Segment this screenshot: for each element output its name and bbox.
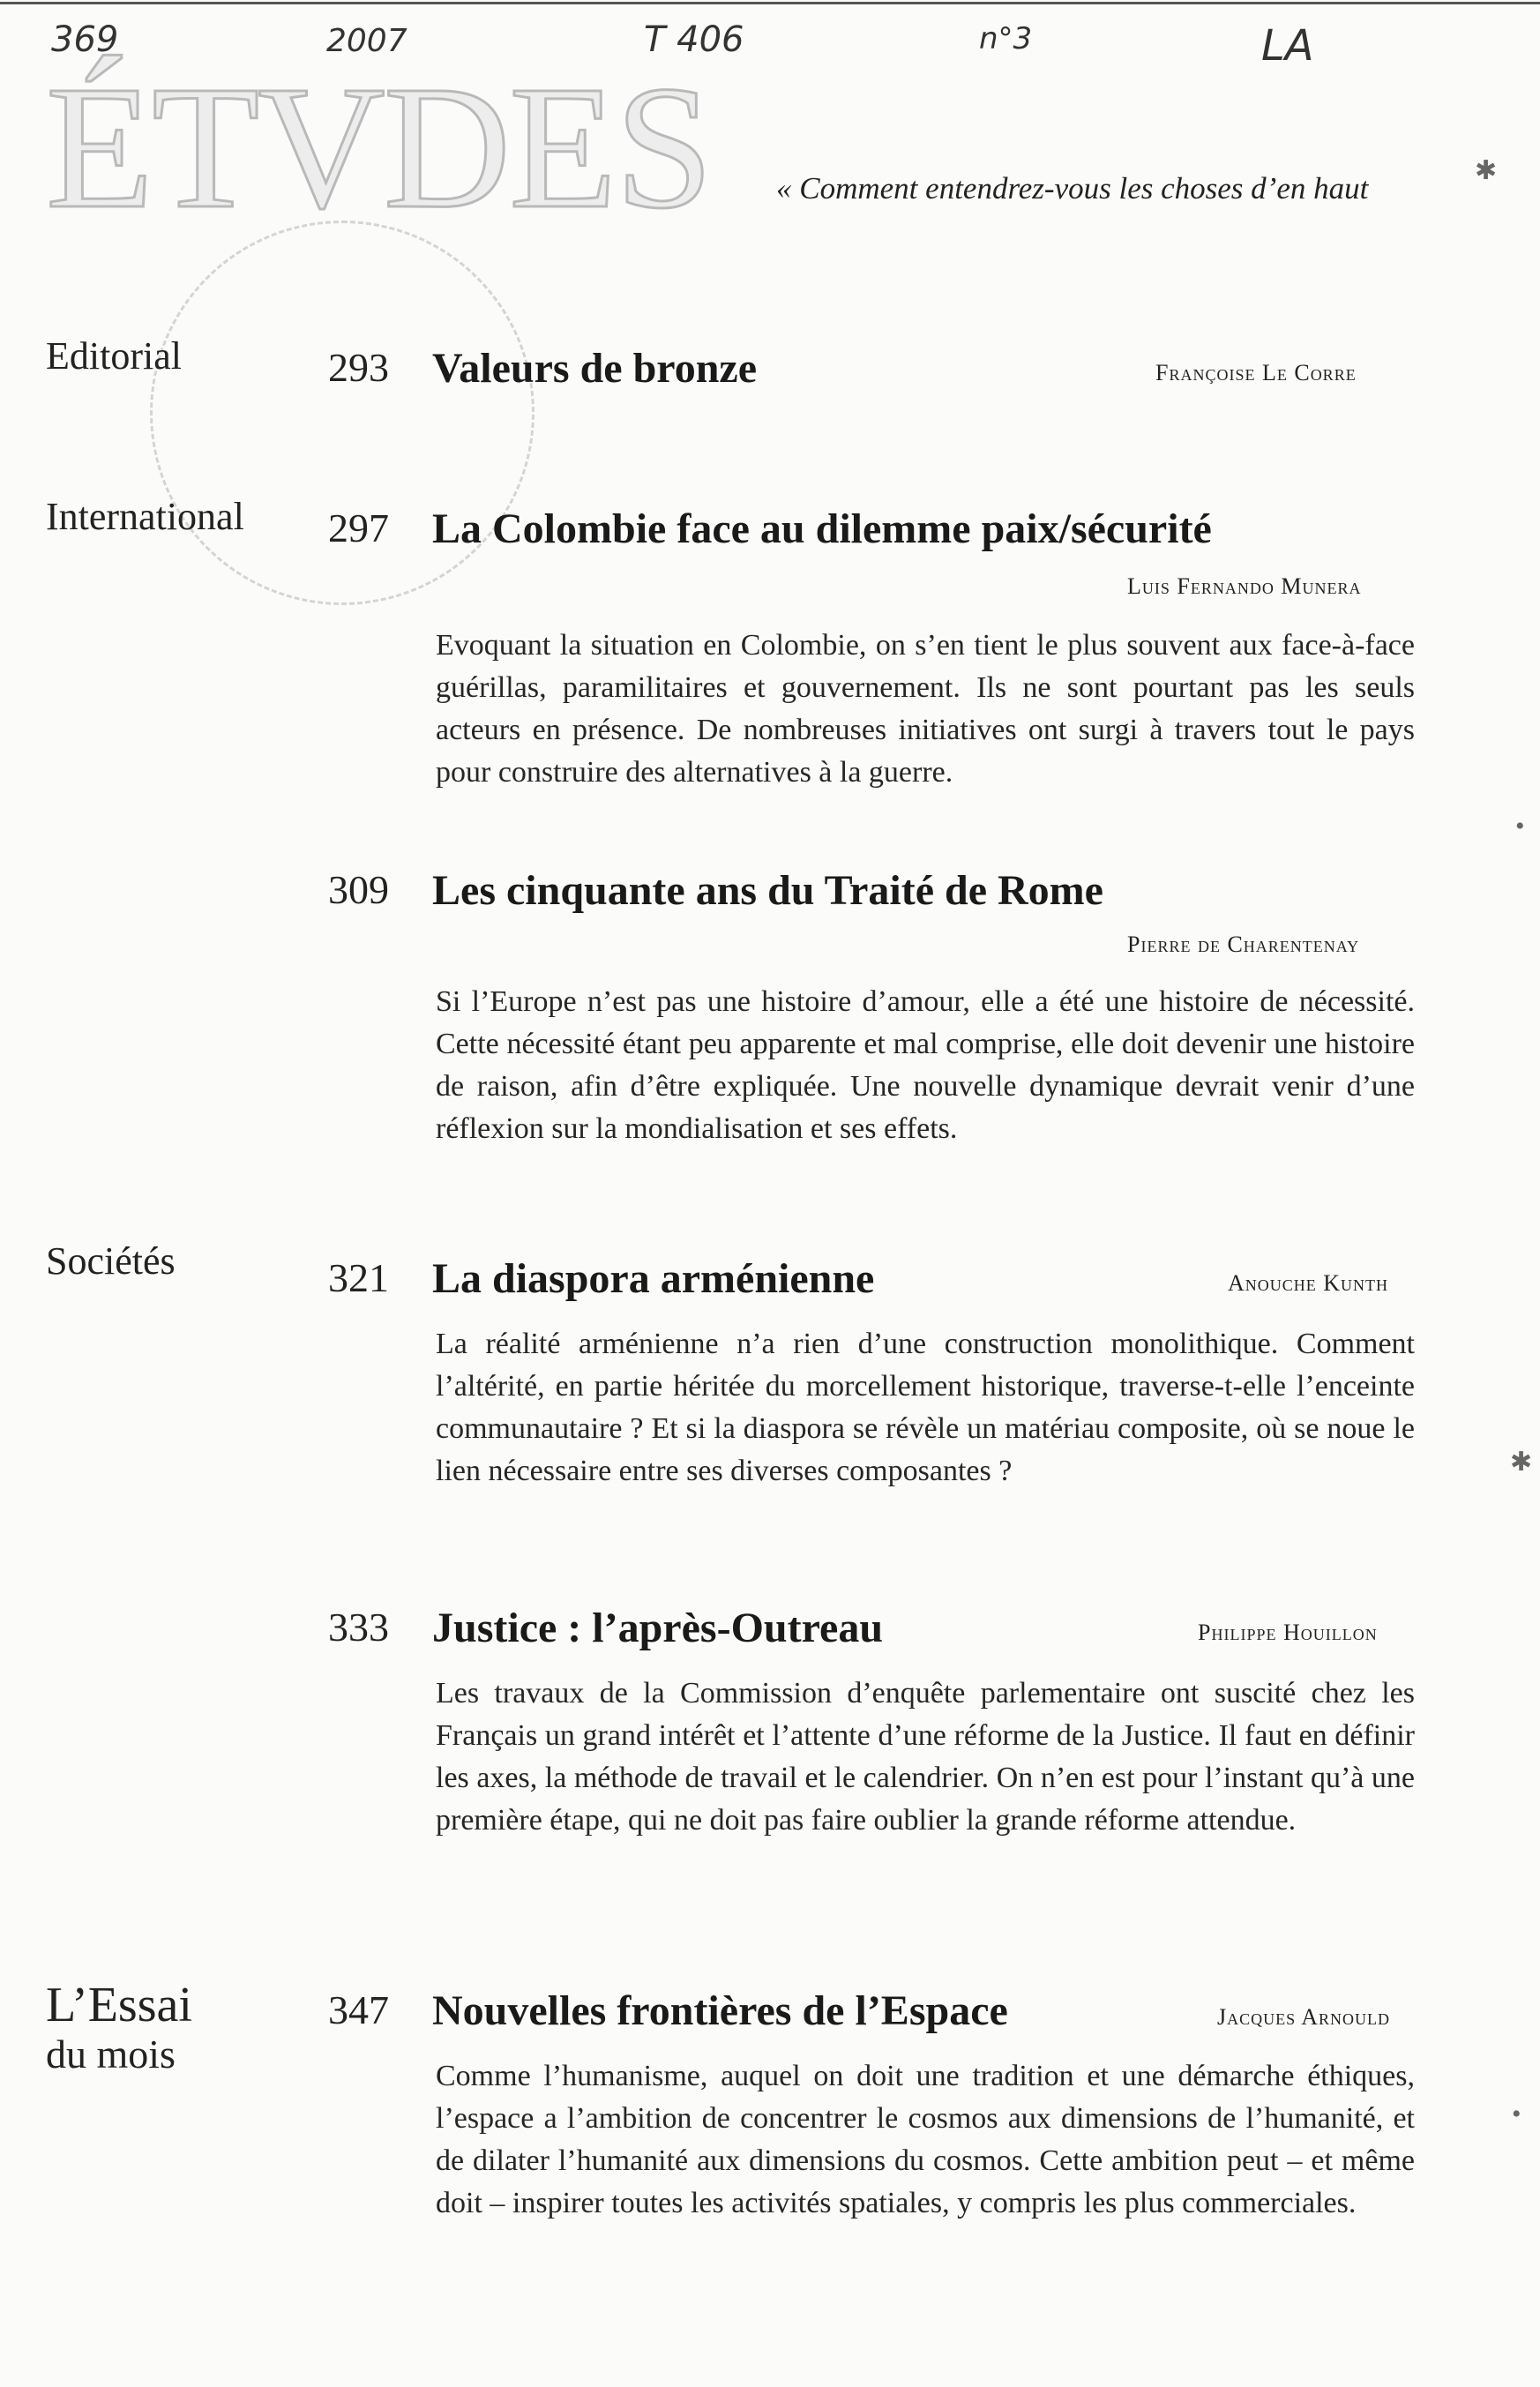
handwritten-note-tome: T 406 (644, 19, 744, 60)
article-author: Françoise Le Corre (1155, 360, 1357, 385)
article-author: Luis Fernando Munera (1127, 573, 1362, 599)
article-title: Valeurs de bronze (432, 345, 758, 392)
scan-speck: ✱ (1475, 156, 1498, 185)
article-abstract: Si l’Europe n’est pas une histoire d’amour, elle a été une histoire de nécessité. Cette nécessité étant peu apparente et mal comprise, elle doit devenir une histoire de raison, afin d’être expliquée. Une nouvelle dynamique devrait venir d’une réflexion sur la mondialisation et ses effets. (436, 985, 1415, 1145)
article-title: Les cinquante ans du Traité de Rome (432, 867, 1103, 914)
article-page-number: 297 (328, 505, 389, 550)
section-international (46, 494, 244, 539)
journal-tagline: « Comment entendrez-vous les choses d’en haut (776, 171, 1369, 206)
article-abstract: Les travaux de la Commission d’enquête parlementaire ont suscité chez les Français un grand intérêt et l’attente d’une réforme de la Justice. Il faut en définir les axes, la méthode de travail et le calendrier. On n’en est pour l’instant qu’à une première étape, qui ne doit pas faire oublier la grande réforme attendue. (436, 1677, 1415, 1837)
article-title: La Colombie face au dilemme paix/sécurité (432, 505, 1212, 552)
article-abstract: Evoquant la situation en Colombie, on s’en tient le plus souvent aux face-à-face guérillas, paramilitaires et gouvernement. Ils ne sont pourtant pas les seuls acteurs en présence. De nombreuses initiatives ont surgi à travers tout le pays pour construire des alternatives à la guerre. (436, 629, 1415, 789)
section-societes (46, 1238, 176, 1283)
section-essai-label: L’Essai (46, 1978, 192, 2032)
article-abstract: Comme l’humanisme, auquel on doit une tradition et une démarche éthiques, l’espace a l’ambition de concentrer le cosmos aux dimensions de l’humanité, et de dilater l’humanité aux dimensions du cosmos. Cette ambition peut – et même doit – inspirer toutes les activités spatiales, y compris les plus commerciales. (436, 2060, 1415, 2219)
article-title: Nouvelles frontières de l’Espace (432, 1987, 1008, 2034)
section-international-label: International (46, 495, 244, 538)
journal-masthead: ÉTVDES (46, 50, 712, 245)
article-title: Justice : l’après-Outreau (432, 1605, 884, 1651)
page-top-edge (0, 2, 1540, 4)
article-abstract: La réalité arménienne n’a rien d’une construction monolithique. Comment l’altérité, en partie héritée du morcellement historique, traverse-t-elle l’enceinte communautaire ? Et si la diaspora se révèle un matériau composite, où se noue le lien nécessaire entre ses diverses composantes ? (436, 1328, 1415, 1487)
handwritten-note-number: n°3 (979, 21, 1033, 56)
handwritten-note-year: 2007 (326, 23, 407, 59)
handwritten-note-la: LA (1261, 21, 1314, 71)
article-page-number: 333 (328, 1605, 389, 1650)
section-societes-label: Sociétés (46, 1239, 176, 1283)
article-page-number: 309 (328, 867, 389, 912)
section-essai-sublabel: du mois (46, 2032, 176, 2076)
article-author: Pierre de Charentenay (1127, 932, 1360, 957)
section-editorial-label: Editorial (46, 334, 182, 378)
section-editorial (46, 333, 182, 378)
article-page-number: 347 (328, 1987, 389, 2032)
article-page-number: 321 (328, 1255, 389, 1300)
article-author: Jacques Arnould (1217, 2004, 1390, 2030)
handwritten-note-369: 369 (51, 19, 119, 60)
section-essai-du-mois (46, 1980, 192, 2079)
scan-speck: ✱ (1510, 1448, 1533, 1477)
article-author: Philippe Houillon (1198, 1620, 1378, 1645)
article-page-number: 293 (328, 345, 389, 390)
article-author: Anouche Kunth (1228, 1270, 1389, 1296)
article-title: La diaspora arménienne (432, 1255, 875, 1302)
scan-speck: • (1515, 812, 1525, 841)
scan-speck: • (1512, 2099, 1521, 2129)
